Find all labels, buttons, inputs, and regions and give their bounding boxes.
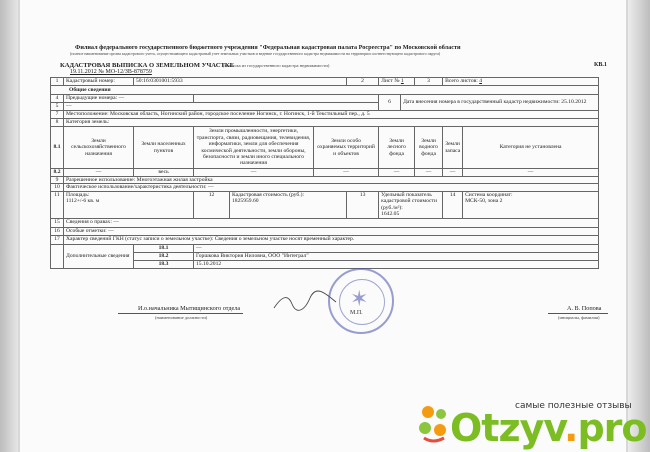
table-row: 9 Разрешенное использование: Многоэтажная жилая застройка [51,177,599,184]
table-row: 10 Фактическое использование/характеристика деятельности: — [51,184,599,191]
table-row: 4 Предыдущие номера: — 6 Дата внесения номера в государственный кадастр недвижимости: 25.10.2012 [51,95,599,103]
doc-title: КАДАСТРОВАЯ ВЫПИСКА О ЗЕМЕЛЬНОМ УЧАСТКЕ [60,62,235,69]
table-row: 8.1 Земли сельскохозяйственного назначения Земли населенных пунктов Земли промышленности, энергетики, транспорта, связи, радиовещания, телевидения, информатики, земли для обеспечения космической деятельности, земли обороны, безопасности и земли иного специального назначения Земли особо охраняемых территорий и объектов Земли лесного фонда Земли водного фонда Земли запаса Категория не установлена [51,127,599,169]
watermark-brand: Otzyv.pro [450,406,647,450]
table-row: 15 Сведения о правах: — [51,218,599,227]
table-row: 7 Местоположение: Московская область, Ногинский район, городское поселение Ногинск, г. Ногинск, 1-й Текстильный пер., д. 5 [51,111,599,119]
page-edge-right [628,0,650,452]
table-row: 18.3 15.10.2012 [51,260,599,268]
cadastral-table [50,77,599,269]
signer-name: А. В. Попова [567,305,602,312]
page-edge-left [0,0,18,452]
signer-position: И.о.начальника Мытищинского отдела [138,305,241,312]
signer-name-note: (инициалы, фамилия) [558,315,600,320]
table-row: 1 Кадастровый номер: 50:16:0301001:5933 2 Лист № 1 3 Всего листов: 4 [51,78,599,86]
signer-position-note: (наименование должности) [155,315,208,320]
name-line [548,313,608,314]
org-name: Филиал федерального государственного бюджетного учреждения "Федеральная кадастровая палата Росреестра" по Московской области [75,44,461,51]
otzyv-logo-icon [416,404,450,444]
table-row: 5 — [51,103,599,111]
table-row: 8.2 — весь — — — — — — [51,169,599,177]
official-stamp [328,268,394,334]
emblem-icon: ✶ [350,286,369,311]
signature-line [118,313,243,314]
table-row: 11 Площадь: 1112+/-6 кв. м 12 Кадастровая стоимость (руб.): 1825959.60 13 Удельный показатель кадастровой стоимости (руб./м²): 1642.05 14 Система координат: МСК-50, зона 2 [51,191,599,218]
org-note: (полное наименование органа кадастрового учета, осуществляющего кадастровый учет земельных участков и ведение государственного кадастра недвижимости на территории соответствующего кадастрового округа) [70,51,441,56]
section-general: Общие сведения [51,86,599,95]
table-row: Дополнительные сведения 18.1 — [51,244,599,252]
table-row: 16 Особые отметки: — [51,227,599,235]
doc-date-number: 19.11.2012 № МО-12/ЗВ-878759 [70,69,152,75]
table-row: 8 Категория земель: [51,119,599,127]
watermark-tagline: самые полезные отзывы [515,401,632,411]
stamp-mp: М.П. [350,310,363,316]
table-row: 17 Характер сведений ГКН (статус записи о земельном участке): Сведения о земельном участке носят временный характер. [51,235,599,244]
cadastral-number: 50:16:0301001:5933 [134,78,347,86]
location-value: Московская область, Ногинский район, городское поселение Ногинск, г. Ногинск, 1-й Текстильный пер., д. 5 [110,111,370,118]
table-row: 18.2 Горшкова Виктория Ниловна, ООО "Интеграл" [51,252,599,260]
table-row [51,86,599,95]
doc-title-note: (выписка из государственного кадастра недвижимости) [223,63,330,68]
form-code: КВ.1 [594,62,607,68]
